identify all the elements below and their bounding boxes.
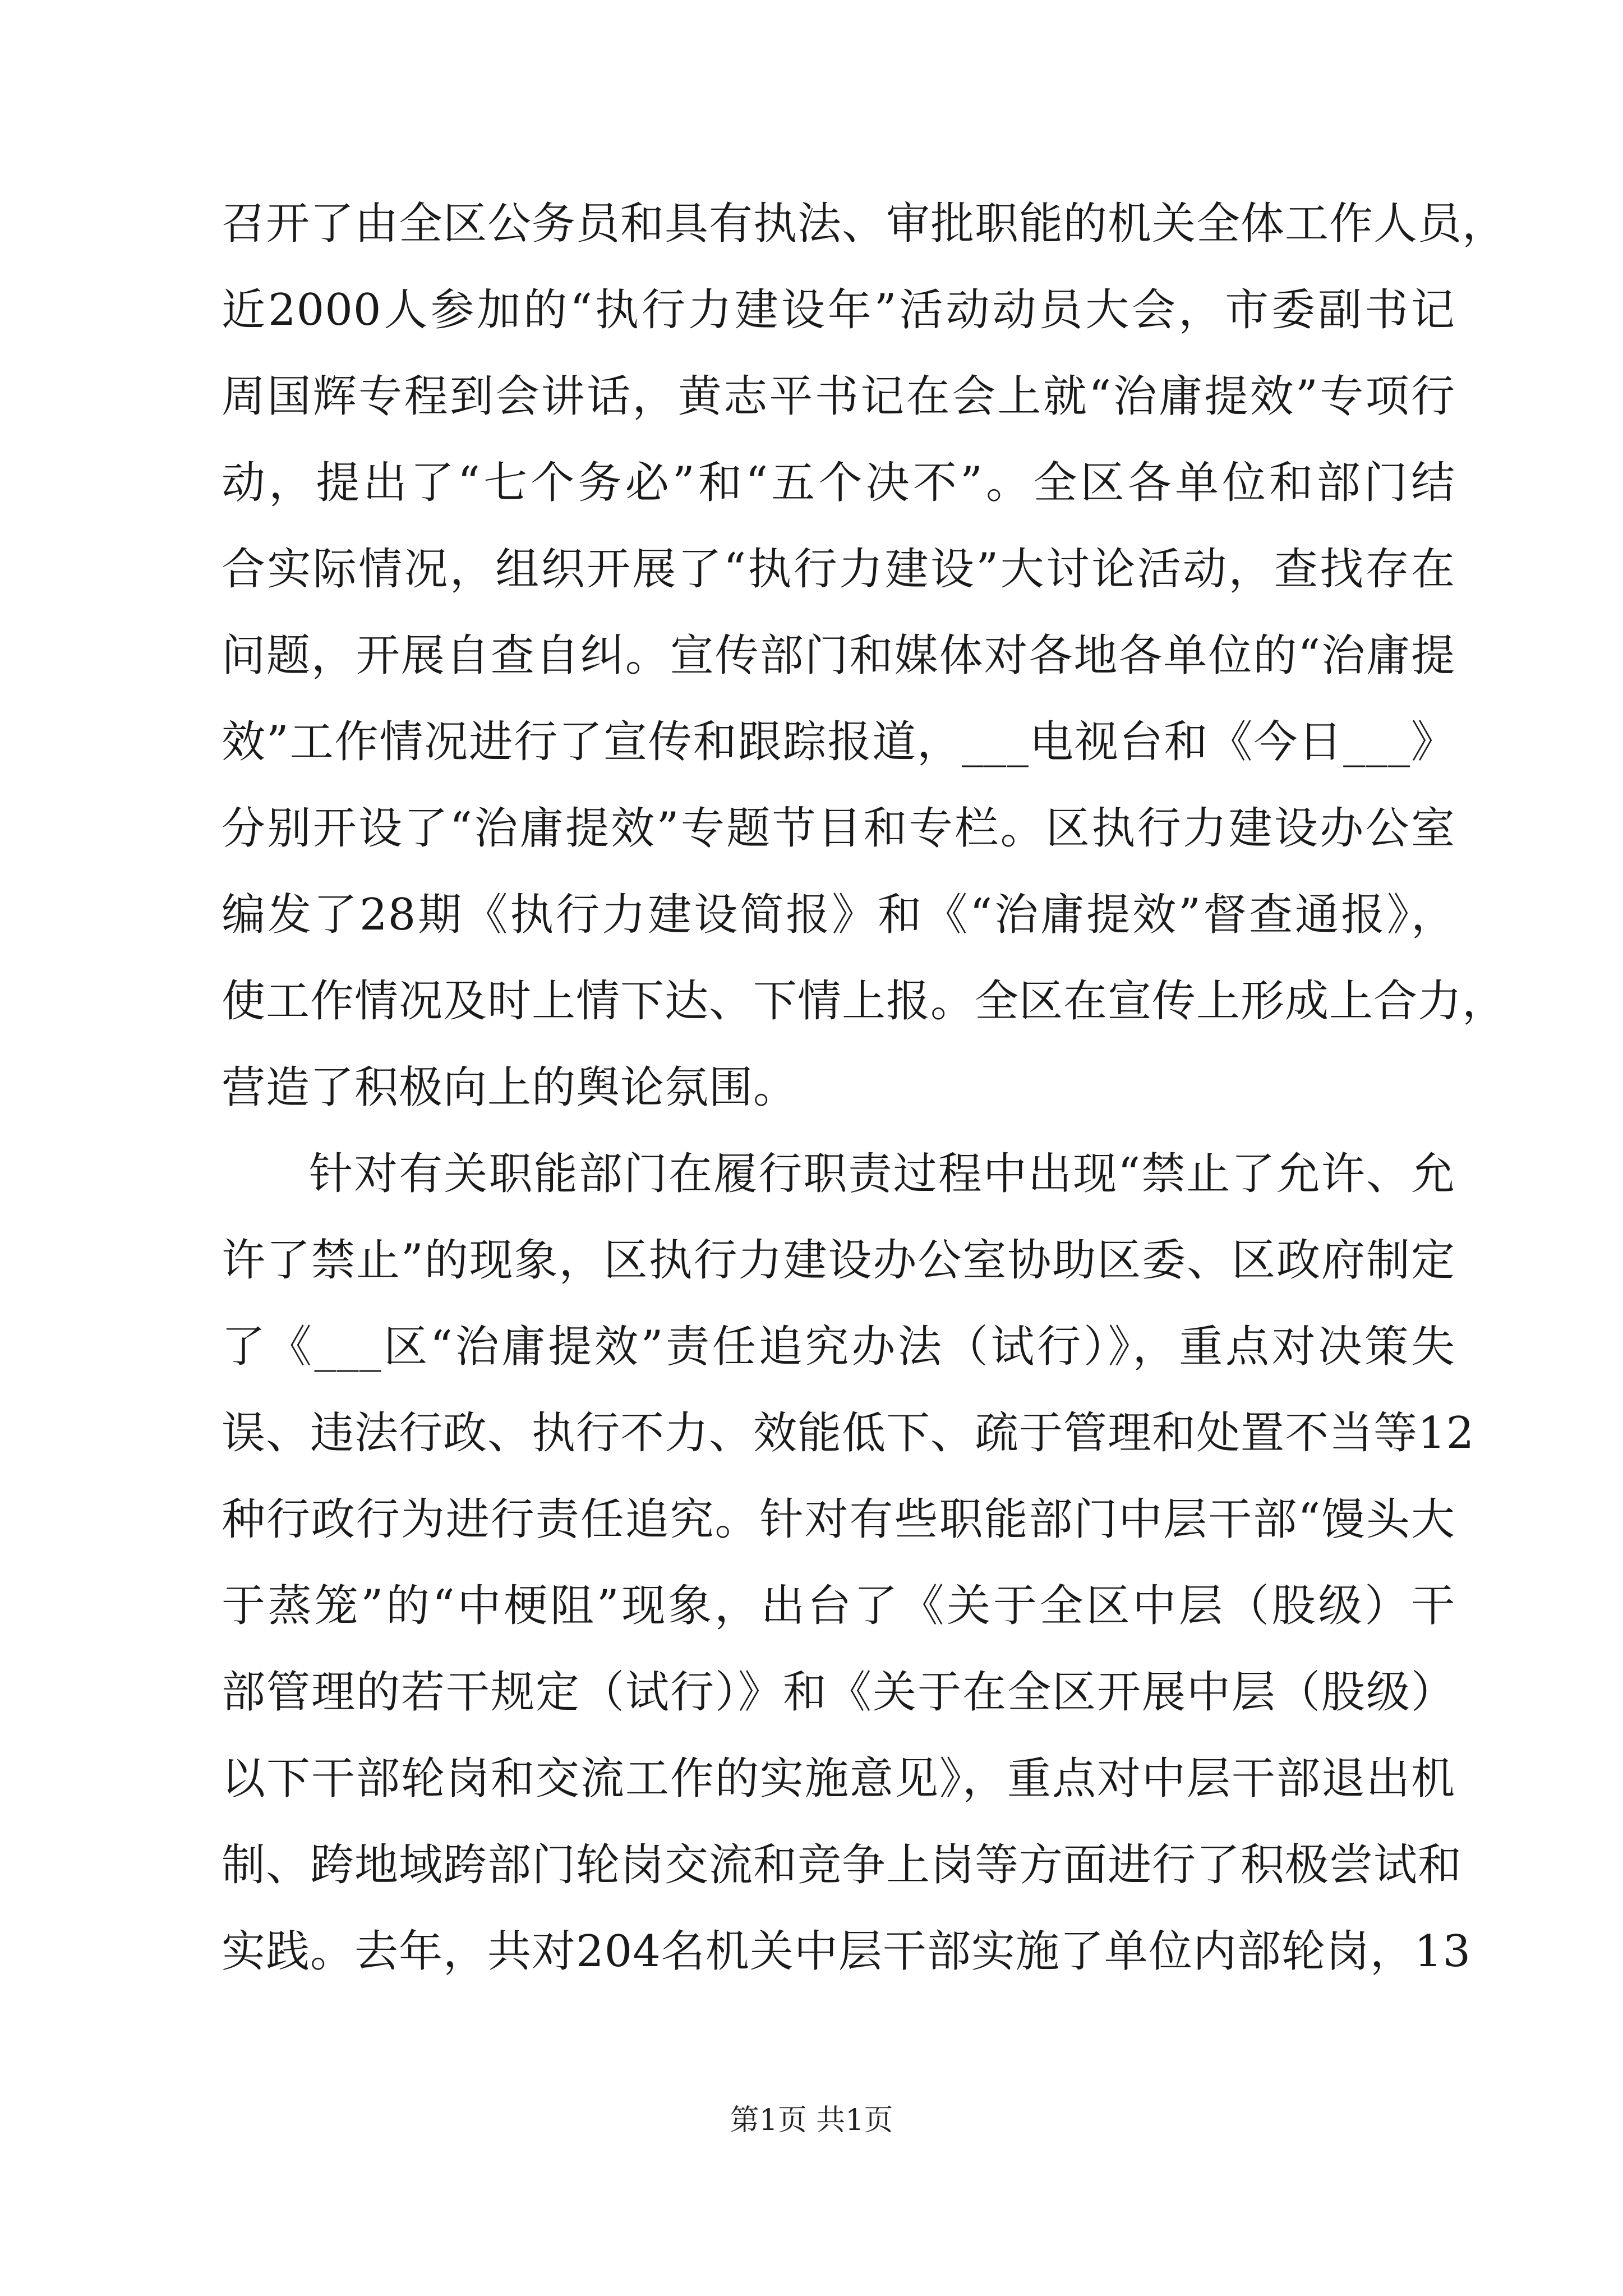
paragraph-2-line-1: 针对有关职能部门在履行职责过程中出现“禁止了允许、允 [309, 1149, 1455, 1199]
document-body [222, 181, 1507, 1995]
page-footer [0, 2101, 1623, 2140]
paragraph-1-line-10: 使工作情况及时上情下达、下情上报。全区在宣传上形成上合力， [222, 976, 1507, 1027]
paragraph-2-line-5: 种行政行为进行责任追究。针对有些职能部门中层干部“馒头大 [222, 1494, 1455, 1545]
paragraph-1-line-3: 周国辉专程到会讲话，黄志平书记在会上就“治庸提效”专项行 [222, 371, 1455, 422]
paragraph-1-line-9: 编发了28期《执行力建设简报》和《“治庸提效”督查通报》， [222, 890, 1455, 940]
paragraph-1-line-6: 问题，开展自查自纠。宣传部门和媒体对各地各单位的“治庸提 [222, 631, 1455, 681]
paragraph-1-line-5: 合实际情况，组织开展了“执行力建设”大讨论活动，查找存在 [222, 544, 1455, 595]
paragraph-1-line-2: 近2000人参加的“执行力建设年”活动动员大会，市委副书记 [222, 285, 1455, 335]
paragraph-2-line-3: 了《___区“治庸提效”责任追究办法（试行）》，重点对决策失 [222, 1322, 1455, 1372]
paragraph-1-line-1: 召开了由全区公务员和具有执法、审批职能的机关全体工作人员， [222, 199, 1507, 249]
paragraph-2-line-7: 部管理的若干规定（试行）》和《关于在全区开展中层（股级） [222, 1667, 1455, 1718]
page-number-label: 第1页 共1页 [730, 2104, 893, 2137]
paragraph-2-line-10: 实践。去年，共对204名机关中层干部实施了单位内部轮岗，13 [222, 1926, 1472, 1977]
paragraph-2-line-8: 以下干部轮岗和交流工作的实施意见》，重点对中层干部退出机 [222, 1754, 1455, 1804]
paragraph-1-line-4: 动，提出了“七个务必”和“五个决不”。全区各单位和部门结 [222, 458, 1455, 508]
paragraph-2-line-6: 于蒸笼”的“中梗阻”现象，出台了《关于全区中层（股级）干 [222, 1581, 1455, 1631]
paragraph-2-line-9: 制、跨地域跨部门轮岗交流和竞争上岗等方面进行了积极尝试和 [222, 1840, 1463, 1890]
paragraph-1-line-8: 分别开设了“治庸提效”专题节目和专栏。区执行力建设办公室 [222, 803, 1455, 854]
paragraph-2-line-2: 许了禁止”的现象，区执行力建设办公室协助区委、区政府制定 [222, 1235, 1455, 1286]
paragraph-1-line-7: 效”工作情况进行了宣传和跟踪报道，___电视台和《今日___》 [222, 717, 1455, 767]
paragraph-2-line-4: 误、违法行政、执行不力、效能低下、疏于管理和处置不当等12 [222, 1408, 1475, 1458]
paragraph-1-line-11: 营造了积极向上的舆论氛围。 [222, 1062, 798, 1113]
